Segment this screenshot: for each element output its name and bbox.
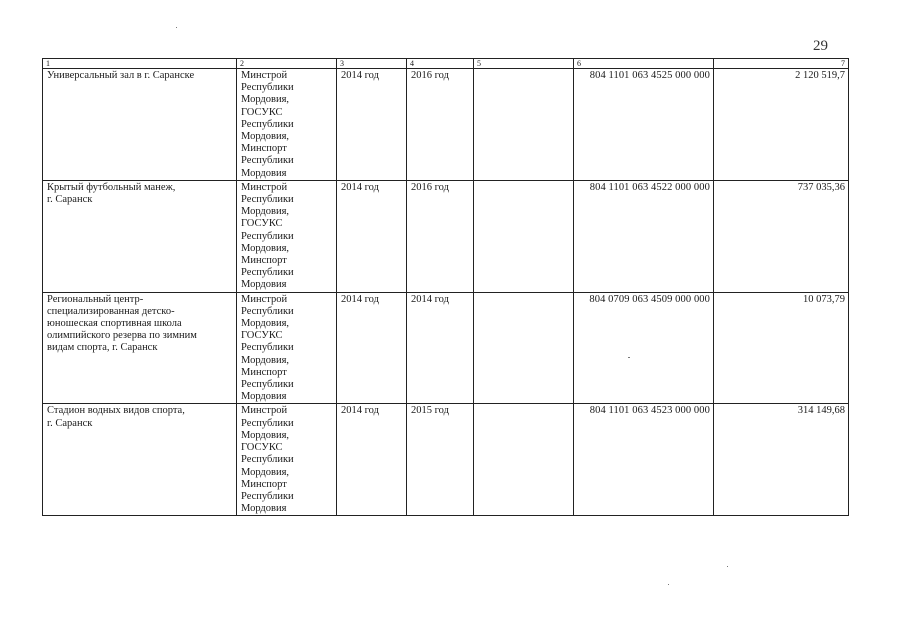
object-name-cell <box>43 292 237 404</box>
start-year-cell: 2014 год <box>337 292 407 404</box>
column-number: 5 <box>474 59 574 69</box>
budget-code-cell: 804 0709 063 4509 000 000 <box>574 292 714 404</box>
responsible-org-line: Республики <box>241 417 294 429</box>
object-name-line: Универсальный зал в г. Саранске <box>47 70 195 81</box>
responsible-org-line: Республики <box>241 342 294 354</box>
scan-speck <box>176 27 177 28</box>
table-row <box>43 404 849 516</box>
start-year-cell: 2014 год <box>337 404 407 516</box>
responsible-org-line: ГОСУКС <box>241 218 283 230</box>
end-year-cell: 2015 год <box>407 404 474 516</box>
responsible-org-line: Минстрой <box>241 405 288 417</box>
responsible-org-line: Мордовия <box>241 391 287 403</box>
budget-code-cell: 804 1101 063 4525 000 000 <box>574 69 714 181</box>
responsible-org-line: Минспорт <box>241 478 287 490</box>
start-year-cell: 2014 год <box>337 180 407 292</box>
scan-speck <box>727 566 728 567</box>
responsible-org-line: Мордовия, <box>241 242 290 254</box>
responsible-org-cell <box>237 292 337 404</box>
amount-cell: 10 073,79 <box>714 292 849 404</box>
responsible-org-line: Республики <box>241 230 294 242</box>
object-name-cell <box>43 69 237 181</box>
column-number: 6 <box>574 59 714 69</box>
responsible-org-line: Мордовия, <box>241 429 290 441</box>
object-name-cell <box>43 180 237 292</box>
start-year-cell: 2014 год <box>337 69 407 181</box>
column-number: 1 <box>43 59 237 69</box>
responsible-org-line: Мордовия, <box>241 131 290 143</box>
column-number: 3 <box>337 59 407 69</box>
responsible-org-cell <box>237 69 337 181</box>
responsible-org-line: Республики <box>241 454 294 466</box>
column-number: 4 <box>407 59 474 69</box>
budget-code-cell: 804 1101 063 4522 000 000 <box>574 180 714 292</box>
responsible-org-line: Мордовия <box>241 279 287 291</box>
responsible-org-line: ГОСУКС <box>241 106 283 118</box>
object-name-line: Крытый футбольный манеж, <box>47 181 176 193</box>
responsible-org-line: Республики <box>241 82 294 94</box>
table-row <box>43 180 849 292</box>
object-name-line: Стадион водных видов спорта, <box>47 405 185 417</box>
object-name-line: г. Саранск <box>47 417 93 429</box>
table-row <box>43 69 849 181</box>
object-name-line: юношеская спортивная школа <box>47 318 182 330</box>
object-name-line: Региональный центр- <box>47 293 144 305</box>
responsible-org-cell <box>237 404 337 516</box>
responsible-org-line: Республики <box>241 267 294 279</box>
amount-cell: 737 035,36 <box>714 180 849 292</box>
responsible-org-line: Республики <box>241 379 294 391</box>
end-year-cell: 2014 год <box>407 292 474 404</box>
responsible-org-line: Мордовия, <box>241 206 290 218</box>
responsible-org-line: Минспорт <box>241 366 287 378</box>
responsible-org-line: Мордовия, <box>241 466 290 478</box>
column-number: 7 <box>714 59 849 69</box>
amount-cell: 314 149,68 <box>714 404 849 516</box>
responsible-org-line: Минстрой <box>241 70 288 81</box>
responsible-org-line: ГОСУКС <box>241 330 283 342</box>
object-name-line: специализированная детско- <box>47 305 175 317</box>
responsible-org-line: Минстрой <box>241 293 288 305</box>
responsible-org-line: Мордовия <box>241 503 287 515</box>
responsible-org-line: Минстрой <box>241 181 288 193</box>
responsible-org-line: Мордовия, <box>241 318 290 330</box>
object-name-line: г. Саранск <box>47 194 93 206</box>
table-body <box>43 69 849 516</box>
responsible-org-line: Республики <box>241 155 294 167</box>
scan-speck <box>628 357 630 358</box>
amount-cell: 2 120 519,7 <box>714 69 849 181</box>
responsible-org-cell <box>237 180 337 292</box>
page-number: 29 <box>813 38 828 54</box>
responsible-org-line: Мордовия, <box>241 94 290 106</box>
column-number: 2 <box>237 59 337 69</box>
end-year-cell: 2016 год <box>407 69 474 181</box>
scan-speck <box>668 584 669 585</box>
responsible-org-line: Республики <box>241 305 294 317</box>
responsible-org-line: Республики <box>241 194 294 206</box>
responsible-org-line: Мордовия, <box>241 354 290 366</box>
responsible-org-line: Мордовия <box>241 167 287 179</box>
investment-table <box>42 58 849 516</box>
responsible-org-line: Минспорт <box>241 143 287 155</box>
responsible-org-line: Республики <box>241 118 294 130</box>
column-5-cell <box>474 404 574 516</box>
column-number-row <box>43 59 849 69</box>
end-year-cell: 2016 год <box>407 180 474 292</box>
object-name-cell <box>43 404 237 516</box>
object-name-line: олимпийского резерва по зимним <box>47 330 197 342</box>
responsible-org-line: Минспорт <box>241 255 287 267</box>
table-row <box>43 292 849 404</box>
responsible-org-line: ГОСУКС <box>241 442 283 454</box>
column-5-cell <box>474 292 574 404</box>
object-name-line: видам спорта, г. Саранск <box>47 342 158 354</box>
column-5-cell <box>474 69 574 181</box>
column-5-cell <box>474 180 574 292</box>
budget-code-cell: 804 1101 063 4523 000 000 <box>574 404 714 516</box>
responsible-org-line: Республики <box>241 490 294 502</box>
